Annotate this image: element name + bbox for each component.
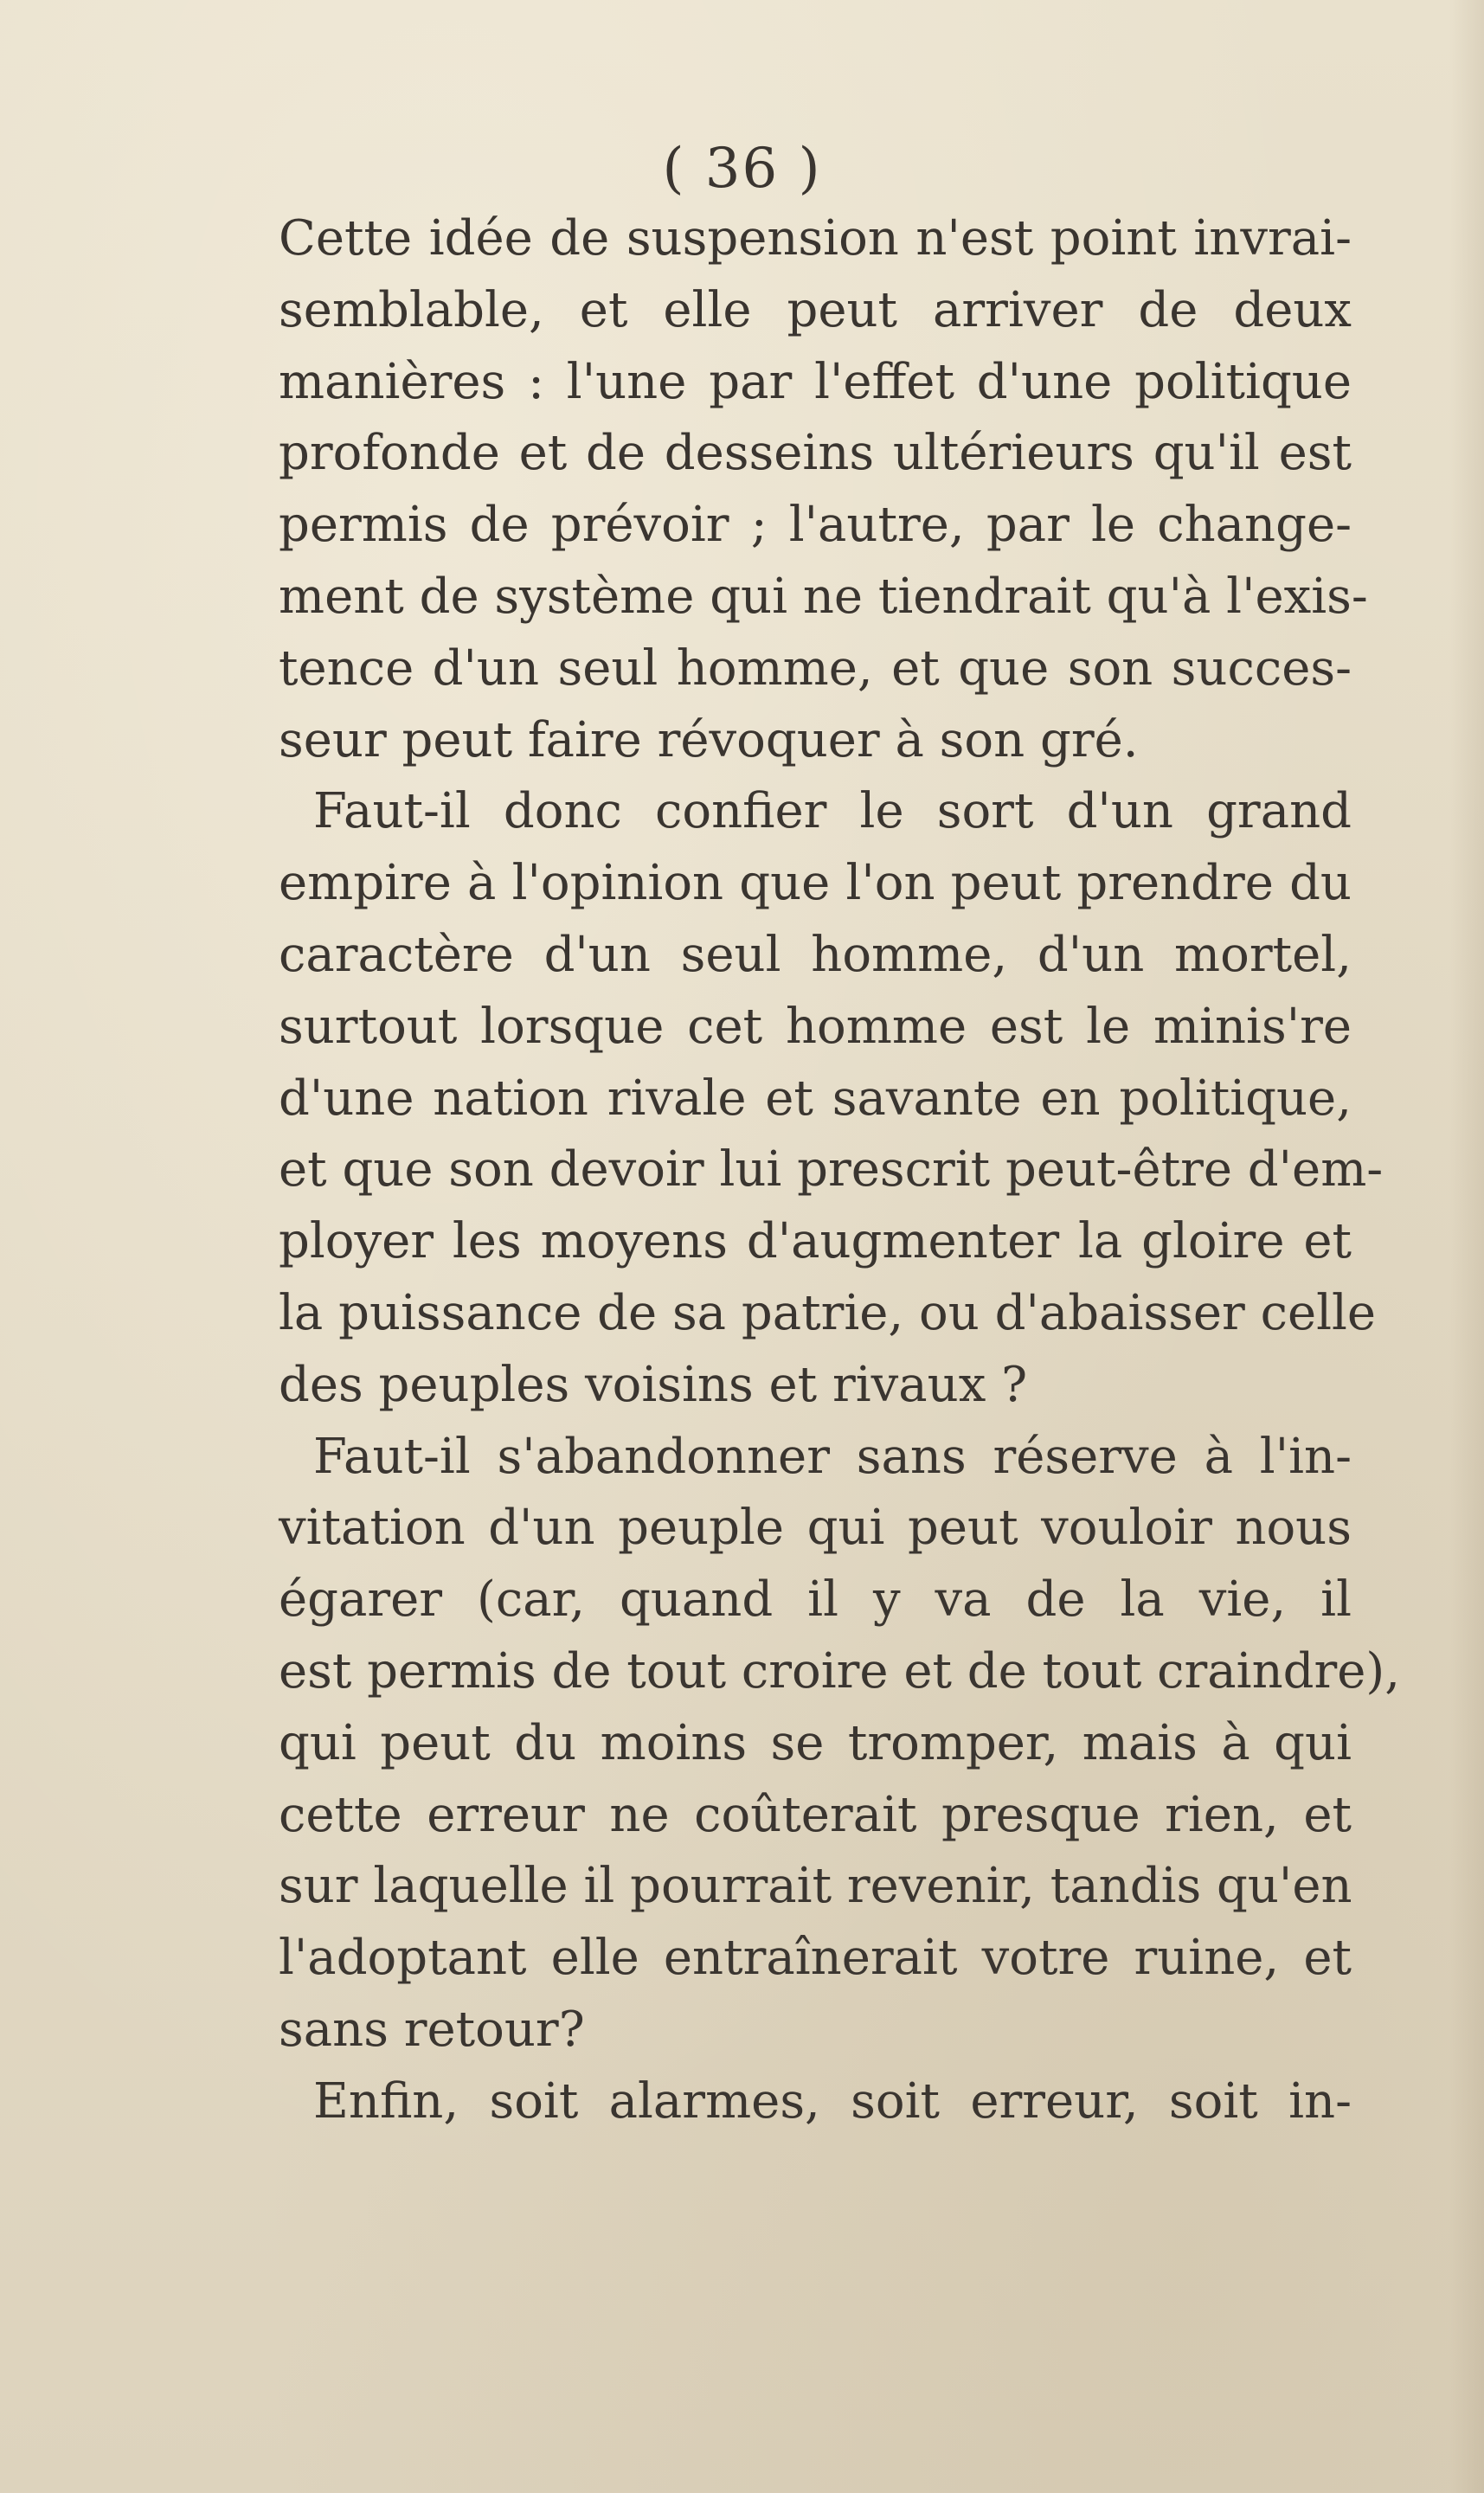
text-line: des peuples voisins et rivaux ? <box>279 1356 1028 1413</box>
text-line: seur peut faire révoquer à son gré. <box>279 711 1139 768</box>
text-line: caractère d'un seul homme, d'un mortel, <box>279 926 1352 983</box>
text-line: cette erreur ne coûterait presque rien, et <box>279 1786 1352 1843</box>
text-line: sans retour? <box>279 2001 585 2058</box>
text-line: Faut-il donc confier le sort d'un grand <box>313 783 1352 840</box>
text-line: la puissance de sa patrie, ou d'abaisser celle <box>279 1284 1377 1341</box>
text-line: sur laquelle il pourrait revenir, tandis qu'en <box>279 1858 1352 1915</box>
text-line: Faut-il s'abandonner sans réserve à l'in- <box>313 1428 1352 1485</box>
text-line: égarer (car, quand il y va de la vie, il <box>279 1571 1352 1629</box>
text-line: et que son devoir lui prescrit peut-être d'em- <box>279 1141 1384 1198</box>
page-number: ( 36 ) <box>662 137 822 201</box>
text-line: qui peut du moins se tromper, mais à qui <box>279 1714 1352 1771</box>
page-edge-shading <box>1449 0 1484 2493</box>
text-line: surtout lorsque cet homme est le minis're <box>279 998 1352 1055</box>
text-line: d'une nation rivale et savante en politique, <box>279 1070 1352 1127</box>
text-line: profonde et de desseins ultérieurs qu'il est <box>279 425 1352 482</box>
text-line: Enfin, soit alarmes, soit erreur, soit in- <box>313 2072 1352 2130</box>
text-line: manières : l'une par l'effet d'une politique <box>279 353 1352 410</box>
text-line: permis de prévoir ; l'autre, par le change- <box>279 497 1352 554</box>
text-line: vitation d'un peuple qui peut vouloir nous <box>279 1500 1352 1557</box>
text-line: tence d'un seul homme, et que son succes- <box>279 639 1352 697</box>
text-line: ployer les moyens d'augmenter la gloire et <box>279 1213 1352 1270</box>
text-line: Cette idée de suspension n'est point invrai- <box>279 210 1352 267</box>
text-line: empire à l'opinion que l'on peut prendre du <box>279 855 1352 912</box>
text-line: ment de système qui ne tiendrait qu'à l'exis- <box>279 568 1368 625</box>
text-line: est permis de tout croire et de tout craindre), <box>279 1642 1401 1699</box>
body-text <box>279 203 1401 2138</box>
text-line: l'adoptant elle entraînerait votre ruine, et <box>279 1930 1352 1987</box>
text-line: semblable, et elle peut arriver de deux <box>279 281 1352 338</box>
